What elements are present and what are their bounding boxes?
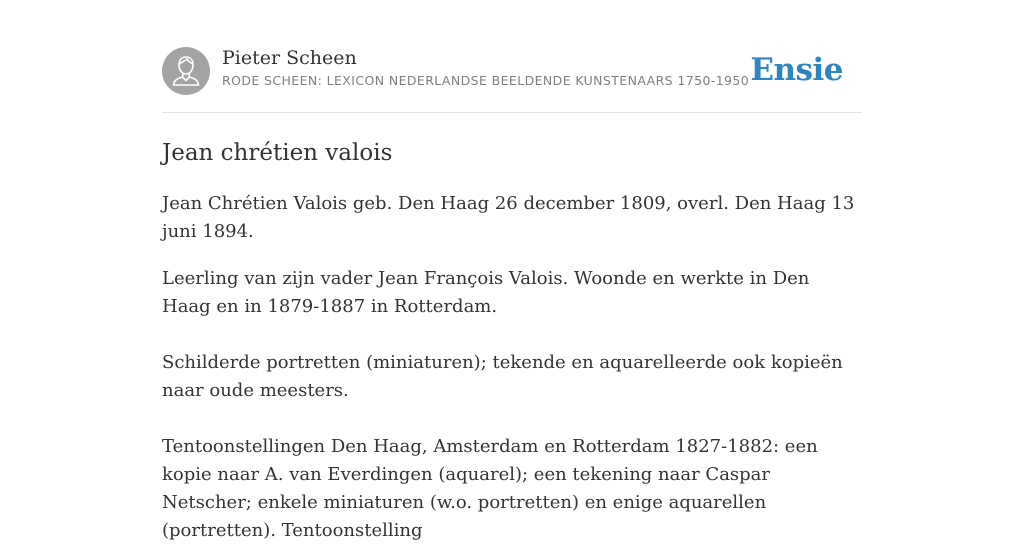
entry-header (162, 0, 862, 113)
entry-paragraph-birth: Jean Chrétien Valois geb. Den Haag 26 december 1809, overl. Den Haag 13 juni 1894. (162, 193, 855, 242)
user-avatar-icon[interactable] (162, 47, 210, 95)
entry-paragraph-exhibitions: Tentoonstellingen Den Haag, Amsterdam en Rotterdam 1827-1882: een kopie naar A. van Everdingen (aquarel); een tekening naar Caspar Netscher; enkele miniaturen (w.o. portretten) en enige aquarellen (portretten). Tentoonstelling (162, 436, 818, 541)
page-container (162, 0, 862, 541)
entry-title: Jean chrétien valois (162, 140, 393, 166)
author-block (222, 45, 782, 90)
author-name[interactable]: Pieter Scheen (222, 47, 357, 69)
ensie-logo-link[interactable]: Ensie (750, 52, 843, 88)
user-silhouette-icon (162, 47, 210, 95)
source-name[interactable]: RODE SCHEEN: LEXICON NEDERLANDSE BEELDENDE KUNSTENAARS 1750-1950 (222, 73, 750, 88)
entry-paragraph-training: Leerling van zijn vader Jean François Valois. Woonde en werkte in Den Haag en in 1879-1887 in Rotterdam. (162, 268, 810, 317)
entry-body (162, 190, 862, 545)
entry-paragraph-works: Schilderde portretten (miniaturen); tekende en aquarelleerde ook kopieën naar oude meesters. (162, 352, 843, 401)
